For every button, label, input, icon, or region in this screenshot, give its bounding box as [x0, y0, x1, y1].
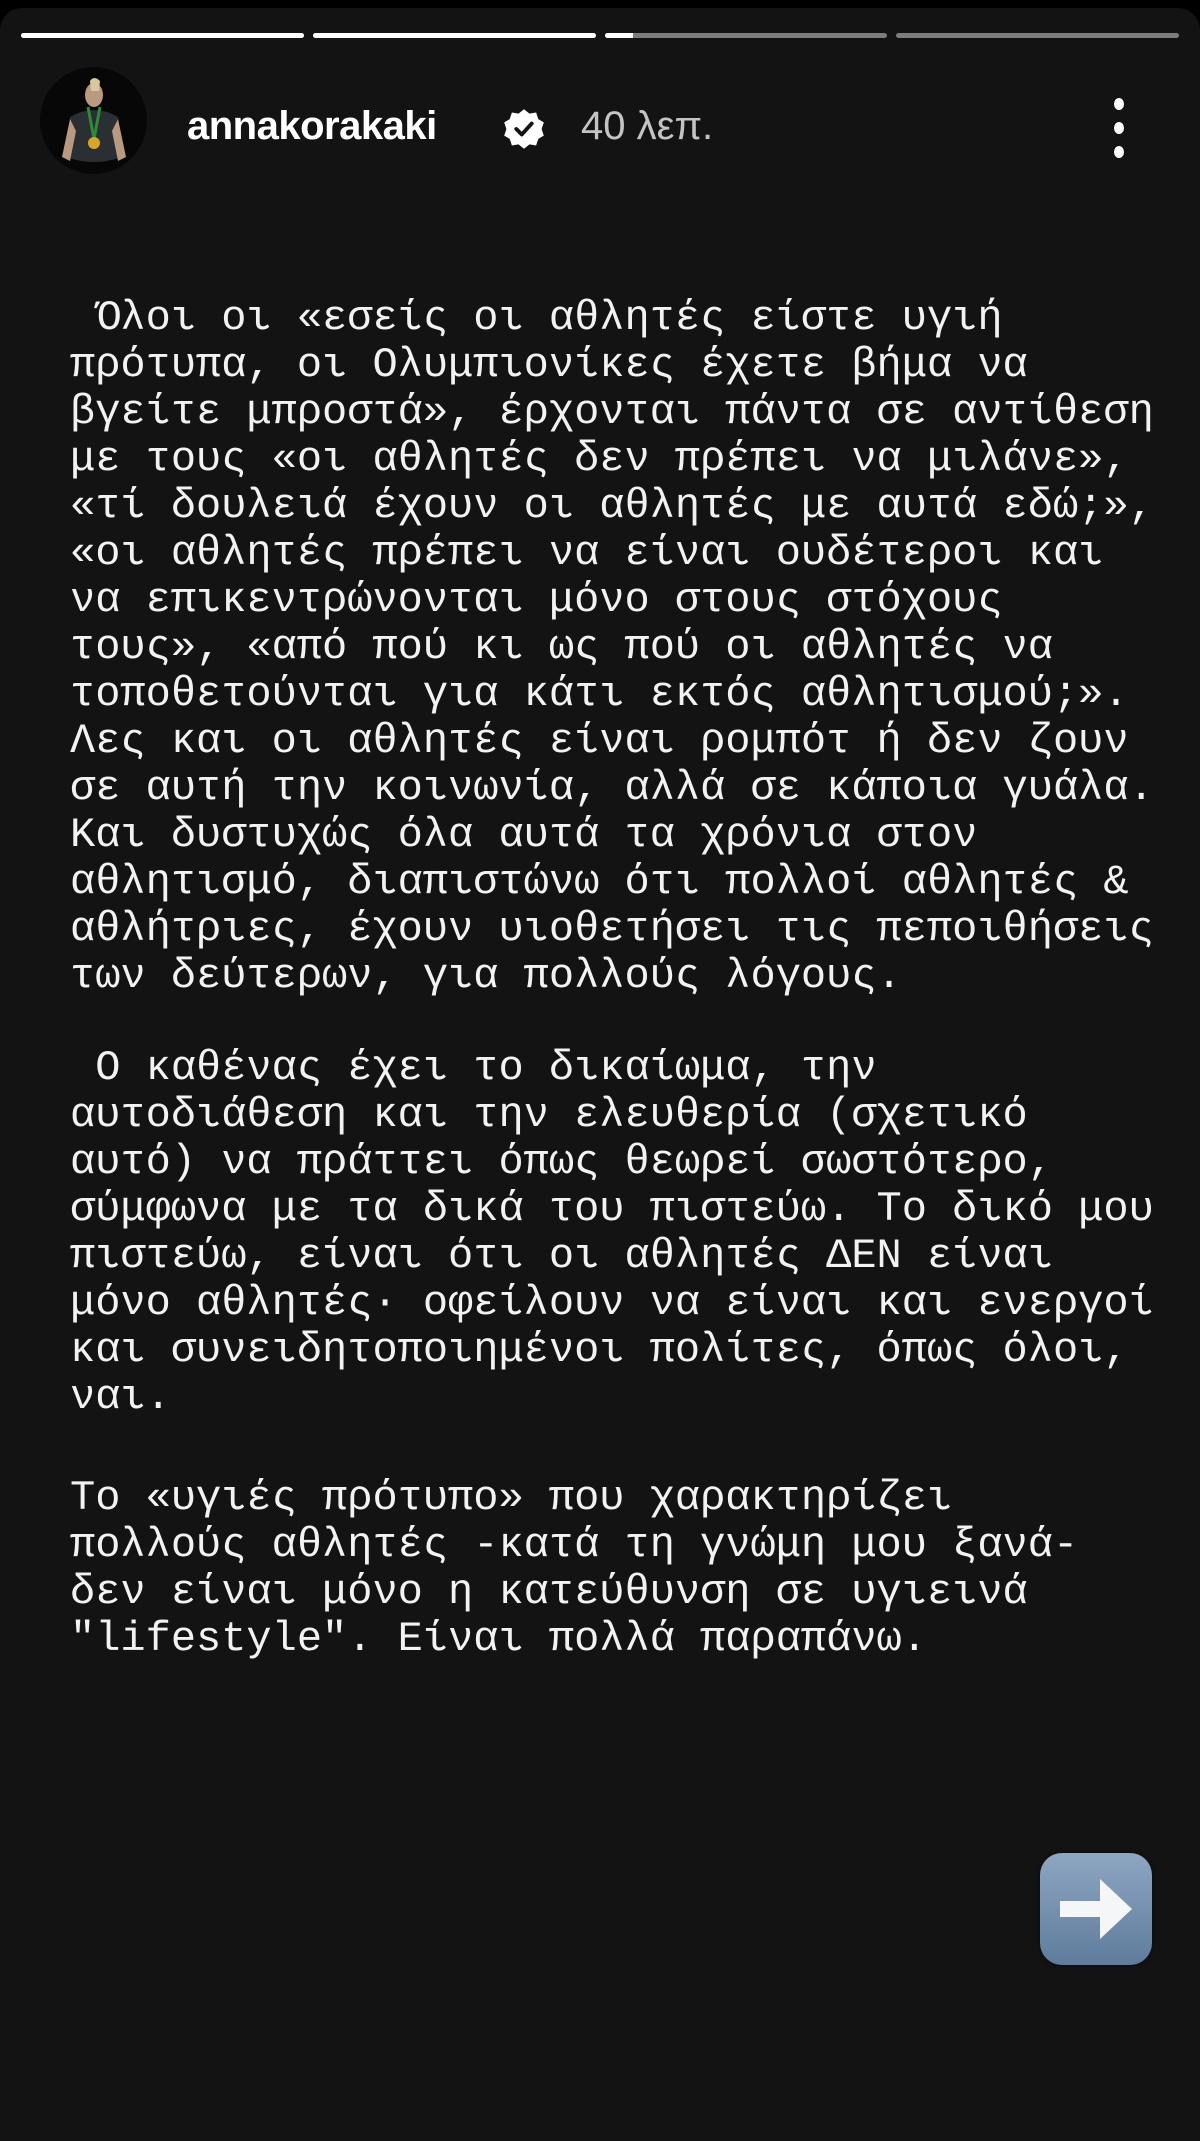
- story-text-line: Λες και οι αθλητές είναι ρομπότ ή δεν ζουν: [70, 717, 1129, 765]
- story-text-line: "lifestyle". Είναι πολλά παραπάνω.: [70, 1615, 927, 1663]
- story-text-line: «οι αθλητές πρέπει να είναι ουδέτεροι και: [70, 529, 1104, 577]
- progress-segment-3: [605, 33, 888, 38]
- story-text-line: Και δυστυχώς όλα αυτά τα χρόνια στον: [70, 811, 978, 859]
- story-text-line: αυτοδιάθεση και την ελευθερία (σχετικό: [70, 1091, 1028, 1139]
- story-text-line: και συνειδητοποιημένοι πολίτες, όπως όλοι,: [70, 1326, 1129, 1374]
- story-text-line: με τους «οι αθλητές δεν πρέπει να μιλάνε»,: [70, 435, 1129, 483]
- story-text-line: μόνο αθλητές· οφείλουν να είναι και ενεργοί: [70, 1279, 1154, 1327]
- story-paragraph-3: [70, 1475, 1078, 1663]
- story-text-line: τους», «από πού κι ως πού οι αθλητές να: [70, 623, 1053, 671]
- more-options-button[interactable]: [1104, 98, 1134, 158]
- story-viewer[interactable]: [0, 8, 1200, 2141]
- story-text-line: πολλούς αθλητές -κατά τη γνώμη μου ξανά-: [70, 1521, 1079, 1569]
- story-paragraph-2: [70, 1045, 1154, 1421]
- story-text-line: αθλητισμό, διαπιστώνω ότι πολλοί αθλητές &: [70, 858, 1129, 906]
- story-text-line: δεν είναι μόνο η κατεύθυνση σε υγιεινά: [70, 1568, 1028, 1616]
- story-text-line: πρότυπα, οι Ολυμπιονίκες έχετε βήμα να: [70, 341, 1028, 389]
- story-text-line: αυτό) να πράττει όπως θεωρεί σωστότερο,: [70, 1138, 1053, 1186]
- right-arrow-emoji-icon: [1040, 1853, 1152, 1965]
- progress-segment-1: [21, 33, 304, 38]
- progress-segment-4: [896, 33, 1179, 38]
- story-text-line: αθλήτριες, έχουν υιοθετήσει τις πεποιθήσεις: [70, 905, 1154, 953]
- story-progress-bars: [21, 33, 1179, 38]
- dot-icon: [1114, 98, 1124, 110]
- story-text-line: πιστεύω, είναι ότι οι αθλητές ΔΕΝ είναι: [70, 1232, 1053, 1280]
- story-text-line: βγείτε μπροστά», έρχονται πάντα σε αντίθεση: [70, 388, 1154, 436]
- athlete-portrait-icon: [40, 67, 147, 174]
- story-text-line: Το «υγιές πρότυπο» που χαρακτηρίζει: [70, 1474, 953, 1522]
- post-time: 40 λεπ.: [581, 104, 714, 148]
- story-text-line: σε αυτή την κοινωνία, αλλά σε κάποια γυάλα.: [70, 764, 1154, 812]
- story-text-line: να επικεντρώνονται μόνο στους στόχους: [70, 576, 1003, 624]
- avatar[interactable]: [40, 67, 147, 174]
- story-paragraph-1: [70, 295, 1154, 1000]
- story-text-line: «τί δουλειά έχουν οι αθλητές με αυτά εδώ;»,: [70, 482, 1154, 530]
- story-text-line: των δεύτερων, για πολλούς λόγους.: [70, 952, 902, 1000]
- story-text-line: Όλοι οι «εσείς οι αθλητές είστε υγιή: [70, 294, 1003, 342]
- username[interactable]: annakorakaki: [187, 104, 437, 148]
- story-text-line: ναι.: [70, 1373, 171, 1421]
- progress-segment-2: [313, 33, 596, 38]
- verified-badge-icon: [502, 107, 546, 151]
- story-text-line: σύμφωνα με τα δικά του πιστεύω. Το δικό μου: [70, 1185, 1154, 1233]
- dot-icon: [1114, 146, 1124, 158]
- dot-icon: [1114, 122, 1124, 134]
- story-text-line: τοποθετούνται για κάτι εκτός αθλητισμού;».: [70, 670, 1129, 718]
- story-text-line: Ο καθένας έχει το δικαίωμα, την: [70, 1044, 877, 1092]
